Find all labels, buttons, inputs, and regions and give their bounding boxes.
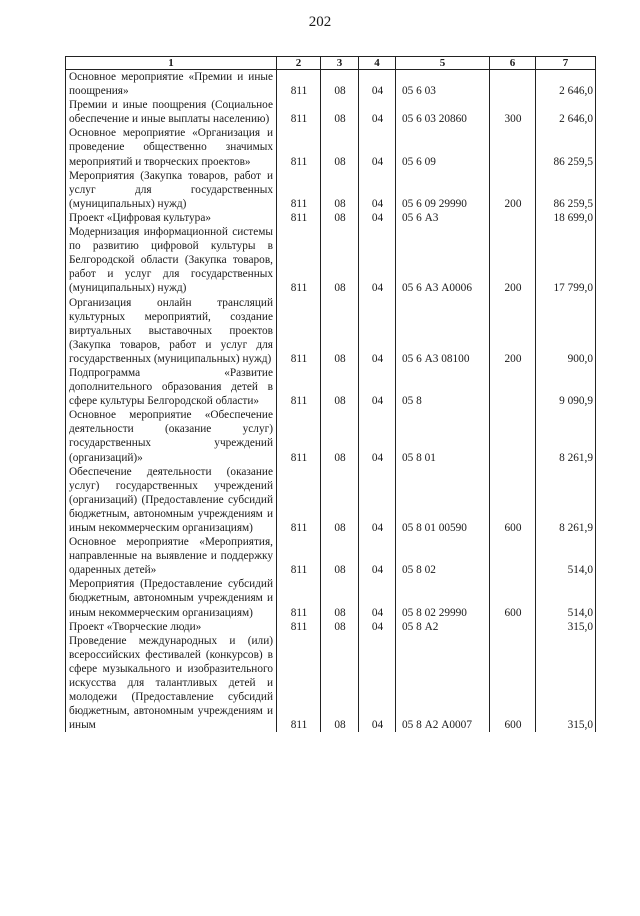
row-expense-type: 600 — [490, 634, 536, 733]
row-subsection: 04 — [359, 296, 396, 366]
row-target-code: 05 8 А2 А0007 — [396, 634, 490, 733]
row-amount: 18 699,0 — [536, 211, 596, 225]
row-admin-code: 811 — [277, 126, 321, 168]
row-admin-code: 811 — [277, 98, 321, 126]
row-admin-code: 811 — [277, 577, 321, 619]
row-description: Проект «Цифровая культура» — [66, 211, 277, 225]
row-description: Основное мероприятие «Организация и проведение общественно значимых мероприятий и творческих проектов» — [66, 126, 277, 168]
row-target-code: 05 8 02 29990 — [396, 577, 490, 619]
row-description: Организация онлайн трансляций культурных мероприятий, создание виртуальных выставочных проектов (Закупка товаров, работ и услуг для государственных (муниципальных) нужд) — [66, 296, 277, 366]
row-description: Основное мероприятие «Мероприятия, направленные на выявление и поддержку одаренных детей» — [66, 535, 277, 577]
row-subsection: 04 — [359, 169, 396, 211]
row-target-code: 05 6 А3 А0006 — [396, 225, 490, 295]
row-description: Подпрограмма «Развитие дополнительного образования детей в сфере культуры Белгородской области» — [66, 366, 277, 408]
row-amount: 9 090,9 — [536, 366, 596, 408]
table-row — [66, 366, 596, 408]
row-section: 08 — [321, 98, 359, 126]
row-admin-code: 811 — [277, 211, 321, 225]
table-row — [66, 465, 596, 535]
row-subsection: 04 — [359, 225, 396, 295]
row-subsection: 04 — [359, 366, 396, 408]
row-description: Основное мероприятие «Премии и иные поощрения» — [66, 70, 277, 99]
row-section: 08 — [321, 634, 359, 733]
row-admin-code: 811 — [277, 70, 321, 99]
row-amount: 2 646,0 — [536, 70, 596, 99]
row-expense-type — [490, 126, 536, 168]
header-row — [66, 57, 596, 70]
row-admin-code: 811 — [277, 366, 321, 408]
budget-table — [65, 56, 596, 732]
row-amount: 514,0 — [536, 535, 596, 577]
col-header-5: 5 — [396, 57, 490, 70]
row-subsection: 04 — [359, 465, 396, 535]
row-section: 08 — [321, 577, 359, 619]
row-section: 08 — [321, 225, 359, 295]
row-target-code: 05 6 А3 — [396, 211, 490, 225]
row-expense-type — [490, 620, 536, 634]
row-description: Премии и иные поощрения (Социальное обеспечение и иные выплаты населению) — [66, 98, 277, 126]
row-amount: 86 259,5 — [536, 126, 596, 168]
col-header-7: 7 — [536, 57, 596, 70]
row-expense-type — [490, 535, 536, 577]
row-expense-type: 600 — [490, 465, 536, 535]
row-admin-code: 811 — [277, 535, 321, 577]
row-subsection: 04 — [359, 408, 396, 464]
row-amount: 514,0 — [536, 577, 596, 619]
row-subsection: 04 — [359, 634, 396, 733]
table-row — [66, 70, 596, 99]
row-subsection: 04 — [359, 620, 396, 634]
row-expense-type: 300 — [490, 98, 536, 126]
row-admin-code: 811 — [277, 169, 321, 211]
col-header-3: 3 — [321, 57, 359, 70]
row-target-code: 05 6 09 — [396, 126, 490, 168]
table-row — [66, 408, 596, 464]
row-description: Проект «Творческие люди» — [66, 620, 277, 634]
row-expense-type: 200 — [490, 296, 536, 366]
table-row — [66, 126, 596, 168]
row-target-code: 05 8 — [396, 366, 490, 408]
row-expense-type — [490, 211, 536, 225]
row-subsection: 04 — [359, 211, 396, 225]
row-amount: 900,0 — [536, 296, 596, 366]
row-target-code: 05 6 09 29990 — [396, 169, 490, 211]
row-admin-code: 811 — [277, 296, 321, 366]
row-amount: 8 261,9 — [536, 408, 596, 464]
row-target-code: 05 8 А2 — [396, 620, 490, 634]
row-subsection: 04 — [359, 577, 396, 619]
row-admin-code: 811 — [277, 634, 321, 733]
table-row — [66, 535, 596, 577]
row-target-code: 05 8 02 — [396, 535, 490, 577]
col-header-6: 6 — [490, 57, 536, 70]
row-expense-type — [490, 70, 536, 99]
row-target-code: 05 6 А3 08100 — [396, 296, 490, 366]
row-target-code: 05 6 03 20860 — [396, 98, 490, 126]
row-description: Обеспечение деятельности (оказание услуг) государственных учреждений (организаций) (Предоставление субсидий бюджетным, автономным учреждениям и иным некоммерческим организациям) — [66, 465, 277, 535]
row-amount: 86 259,5 — [536, 169, 596, 211]
col-header-4: 4 — [359, 57, 396, 70]
table-row — [66, 211, 596, 225]
row-section: 08 — [321, 620, 359, 634]
row-expense-type: 600 — [490, 577, 536, 619]
row-description: Мероприятия (Предоставление субсидий бюджетным, автономным учреждениям и иным некоммерческим организациям) — [66, 577, 277, 619]
table-row — [66, 577, 596, 619]
page-number: 202 — [308, 14, 332, 30]
table-row — [66, 634, 596, 733]
row-subsection: 04 — [359, 98, 396, 126]
row-section: 08 — [321, 535, 359, 577]
table-row — [66, 169, 596, 211]
row-amount: 8 261,9 — [536, 465, 596, 535]
row-section: 08 — [321, 169, 359, 211]
row-amount: 2 646,0 — [536, 98, 596, 126]
row-section: 08 — [321, 366, 359, 408]
row-expense-type — [490, 366, 536, 408]
row-description: Мероприятия (Закупка товаров, работ и услуг для государственных (муниципальных) нужд) — [66, 169, 277, 211]
row-section: 08 — [321, 408, 359, 464]
row-subsection: 04 — [359, 535, 396, 577]
row-section: 08 — [321, 70, 359, 99]
row-target-code: 05 6 03 — [396, 70, 490, 99]
row-admin-code: 811 — [277, 465, 321, 535]
table-row — [66, 98, 596, 126]
row-amount: 17 799,0 — [536, 225, 596, 295]
row-subsection: 04 — [359, 70, 396, 99]
row-section: 08 — [321, 465, 359, 535]
row-section: 08 — [321, 296, 359, 366]
row-admin-code: 811 — [277, 225, 321, 295]
row-target-code: 05 8 01 00590 — [396, 465, 490, 535]
table-row — [66, 296, 596, 366]
row-admin-code: 811 — [277, 620, 321, 634]
table-row — [66, 620, 596, 634]
row-description: Модернизация информационной системы по развитию цифровой культуры в Белгородской области (Закупка товаров, работ и услуг для государственных (муниципальных) нужд) — [66, 225, 277, 295]
table-row — [66, 225, 596, 295]
row-subsection: 04 — [359, 126, 396, 168]
row-target-code: 05 8 01 — [396, 408, 490, 464]
row-description: Проведение международных и (или) всероссийских фестивалей (конкурсов) в сфере музыкального и изобразительного искусства для талантливых детей и молодежи (Предоставление субсидий бюджетным, автономным учреждениям и иным — [66, 634, 277, 733]
row-description: Основное мероприятие «Обеспечение деятельности (оказание услуг) государственных учреждений (организаций)» — [66, 408, 277, 464]
row-amount: 315,0 — [536, 634, 596, 733]
col-header-1: 1 — [66, 57, 277, 70]
row-section: 08 — [321, 126, 359, 168]
row-expense-type: 200 — [490, 169, 536, 211]
row-expense-type — [490, 408, 536, 464]
row-expense-type: 200 — [490, 225, 536, 295]
row-admin-code: 811 — [277, 408, 321, 464]
row-amount: 315,0 — [536, 620, 596, 634]
row-section: 08 — [321, 211, 359, 225]
col-header-2: 2 — [277, 57, 321, 70]
